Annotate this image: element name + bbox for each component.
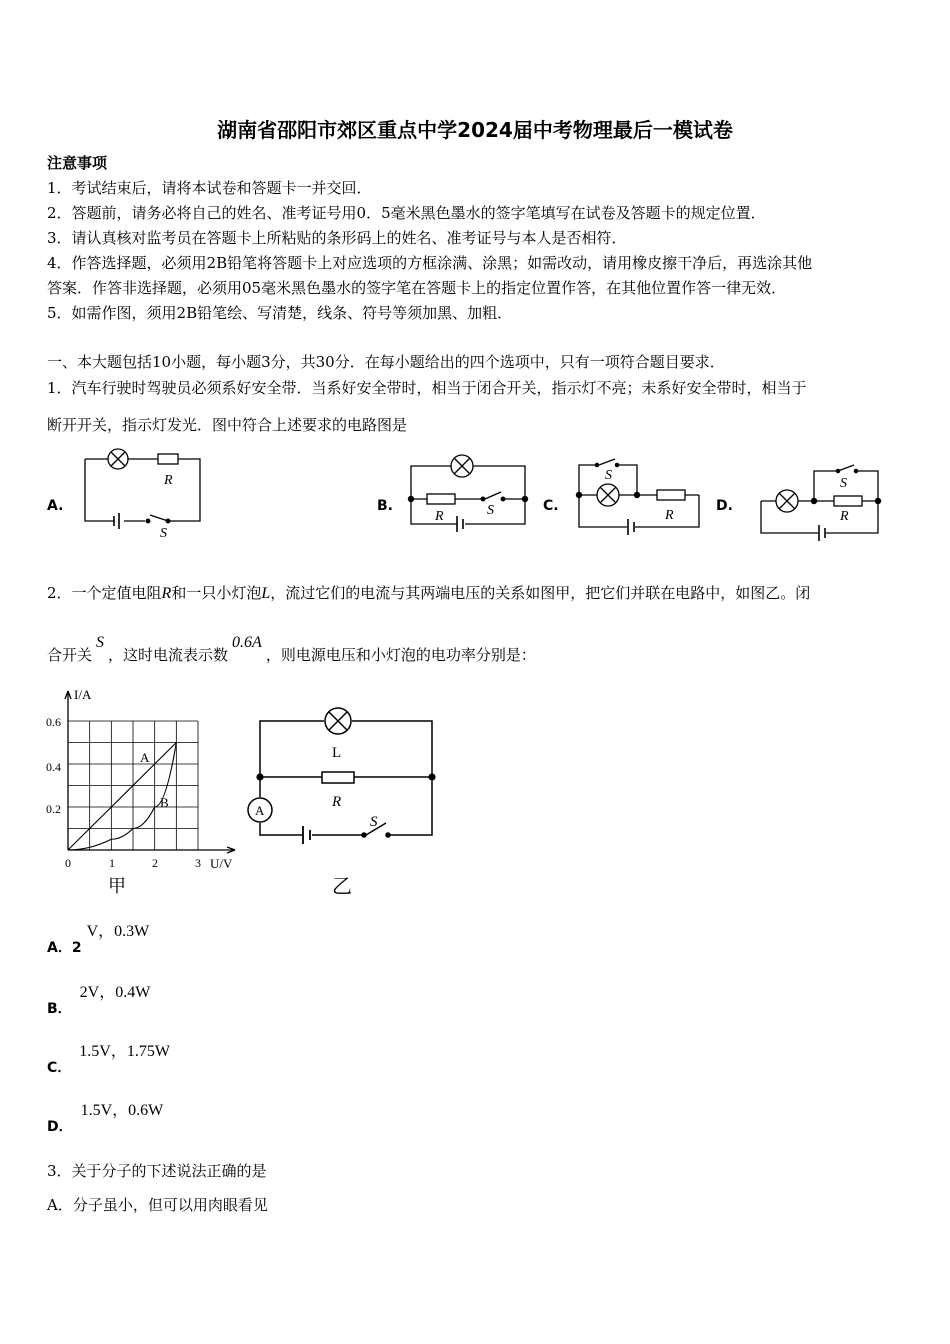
- circuit-c-r-label: R: [665, 508, 674, 523]
- circuit-caption: 乙: [332, 876, 352, 898]
- circuit-b-s-label: S: [487, 503, 494, 518]
- iv-graph: [40, 685, 250, 900]
- circuit-d-s-label: S: [840, 476, 847, 491]
- notice-item: 2．答题前，请务必将自己的姓名、准考证号用0．5毫米黑色墨水的签字笔填写在试卷及答题卡的规定位置．: [47, 204, 766, 222]
- q2-option-d-letter: D．: [47, 1119, 73, 1135]
- q2-option-b-letter: B．: [47, 1001, 72, 1017]
- q2-symbol-r: R: [161, 585, 172, 602]
- q2-option-b-text: 2V，0.4W: [79, 984, 151, 1001]
- question-1-line1: 1．汽车行驶时驾驶员必须系好安全带．当系好安全带时，相当于闭合开关，指示灯不亮；未系好安全带时，相当于: [47, 379, 807, 397]
- q2-text-f: ，则电源电压和小灯泡的电功率分别是：: [265, 646, 536, 664]
- circuit-d-diagram: [756, 457, 886, 547]
- q2-option-c: [47, 1043, 170, 1077]
- circuit-b-r-label: R: [435, 509, 444, 524]
- q2-option-c-letter: C．: [47, 1060, 72, 1076]
- q2-option-a-letter: A．: [47, 940, 72, 956]
- q2-symbol-l: L: [261, 585, 271, 602]
- circuit-c-diagram: [573, 457, 703, 542]
- question-3-option-a: A．分子虽小，但可以用肉眼看见: [47, 1196, 268, 1214]
- question-1-line2: 断开开关，指示灯发光．图中符合上述要求的电路图是: [47, 416, 408, 434]
- y-tick: 0.6: [46, 715, 61, 729]
- q2-option-a: [47, 923, 150, 957]
- circuit-d-r-label: R: [840, 509, 849, 524]
- x-tick: 0: [65, 856, 71, 870]
- y-tick: 0.2: [46, 802, 61, 816]
- x-tick: 1: [109, 856, 115, 870]
- q2-option-d-text: 1.5V，0.6W: [80, 1102, 164, 1119]
- circuit-a-diagram: [80, 445, 205, 540]
- question-3-stem: 3．关于分子的下述说法正确的是: [47, 1162, 267, 1180]
- circuit-a-r-label: R: [164, 473, 173, 488]
- q2-option-d: [47, 1102, 164, 1136]
- q2-text-e: ，这时电流表示数: [108, 646, 229, 664]
- q2-text-d: 合开关: [47, 646, 93, 664]
- circuit-b-diagram: [403, 452, 531, 542]
- x-tick: 3: [195, 856, 201, 870]
- x-axis-label: U/V: [210, 856, 233, 871]
- q2-symbol-s: S: [96, 634, 105, 651]
- graph-caption: 甲: [108, 876, 126, 896]
- notice-item: 4．作答选择题，必须用2B铅笔将答题卡上对应选项的方框涂满、涂黑；如需改动，请用橡皮擦干净后，再选涂其他: [47, 254, 813, 272]
- notice-heading: 注意事项: [47, 154, 108, 172]
- notice-item: 5．如需作图，须用2B铅笔绘、写清楚，线条、符号等须加黑、加粗．: [47, 304, 513, 322]
- question-2-line1: [47, 582, 810, 603]
- q1-option-a-label: A.: [47, 498, 64, 514]
- resistor-label: R: [332, 794, 342, 810]
- q2-text-c: ，流过它们的电流与其两端电压的关系如图甲，把它们并联在电路中，如图乙。闭: [270, 584, 811, 602]
- x-tick: 2: [152, 856, 158, 870]
- ammeter-label: A: [255, 803, 265, 818]
- page-title: 湖南省邵阳市郊区重点中学2024届中考物理最后一模试卷: [217, 118, 733, 142]
- curve-a-label: A: [140, 750, 150, 765]
- question-2-line2: [47, 634, 536, 665]
- q2-option-a-pre: 2: [71, 940, 82, 956]
- y-axis-label: I/A: [74, 687, 92, 702]
- notice-item: 3．请认真核对监考员在答题卡上所粘贴的条形码上的姓名、准考证号与本人是否相符．: [47, 229, 627, 247]
- parallel-circuit-diagram: [240, 705, 450, 900]
- resistor-symbol: [322, 772, 354, 783]
- q2-option-c-text: 1.5V，1.75W: [79, 1043, 170, 1060]
- q2-option-b: [47, 984, 151, 1018]
- y-tick: 0.4: [46, 760, 61, 774]
- circuit-a-s-label: S: [160, 526, 167, 541]
- q2-text-a: 2．一个定值电阻: [47, 584, 162, 602]
- circuit-c-s-label: S: [605, 468, 612, 483]
- q1-option-c-label: C.: [543, 498, 559, 514]
- lamp-label: L: [332, 745, 342, 761]
- curve-b-label: B: [160, 795, 169, 810]
- notice-item: 1．考试结束后，请将本试卷和答题卡一并交回．: [47, 179, 372, 197]
- q2-option-a-text: V，0.3W: [86, 923, 150, 940]
- q2-text-b: 和一只小灯泡: [171, 584, 262, 602]
- switch-label: S: [370, 814, 378, 830]
- notice-item: 答案．作答非选择题，必须用05毫米黑色墨水的签字笔在答题卡上的指定位置作答，在其他位置作答一律无效．: [47, 279, 787, 297]
- q2-current-value: 0.6A: [232, 634, 262, 651]
- q1-option-b-label: B.: [377, 498, 393, 514]
- section-heading: 一、本大题包括10小题，每小题3分，共30分．在每小题给出的四个选项中，只有一项符合题目要求．: [47, 353, 725, 371]
- q1-option-d-label: D.: [716, 498, 733, 514]
